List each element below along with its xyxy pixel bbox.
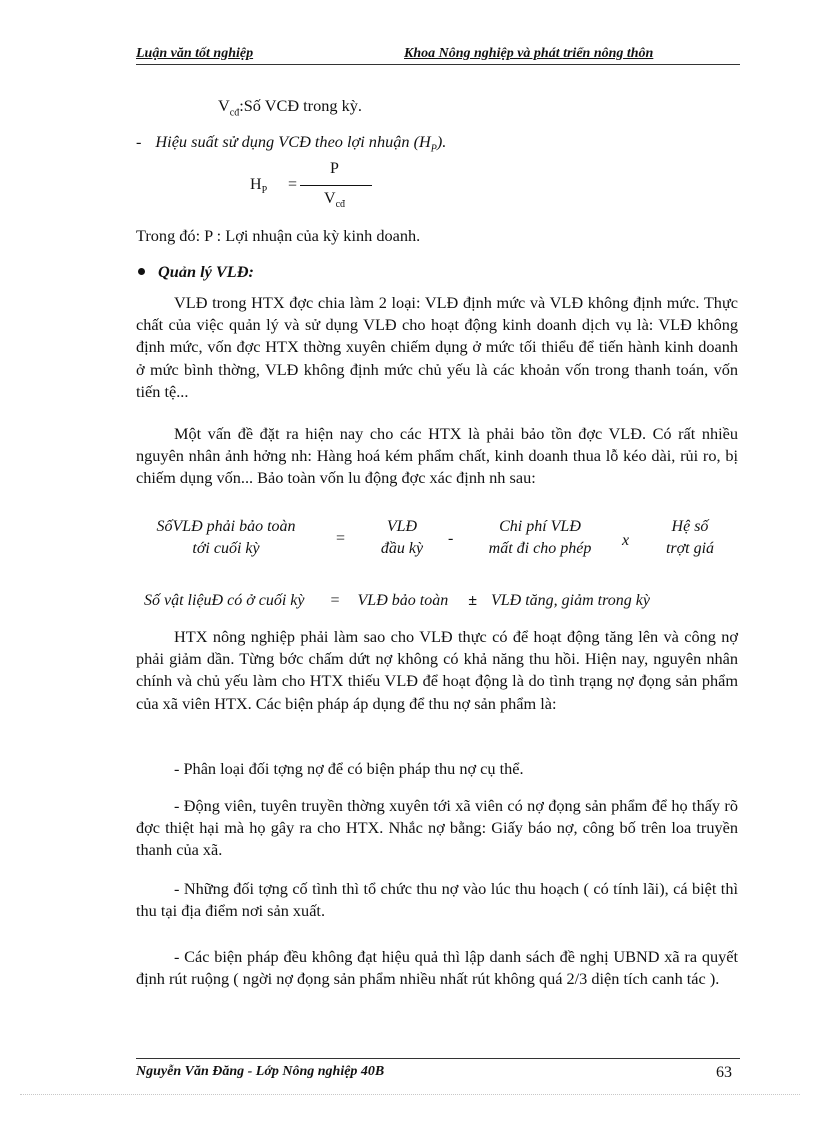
paragraph-vld-types: VLĐ trong HTX đợc chia làm 2 loại: VLĐ định mức và VLĐ không định mức. Thực chất của việc quản lý và sử dụng VLĐ cho hoạt động kinh doanh dịch vụ là: VLĐ không định mức, vốn đợc HTX thờng xuyên chiếm dụng ở mức tối thiểu để tiến hành kinh doanh ở mức bình thờng, VLĐ không định mức chủ yếu là các khoản vốn trong thanh toán, vốn tiến tệ... (136, 293, 738, 401)
formula-vld-preservation: SốVLĐ phải bảo toàn tới cuối kỳ = VLĐ đầu kỳ - Chi phí VLĐ mất đi cho phép x Hệ số trợt giá (156, 518, 715, 557)
list-item: - Động viên, tuyên truyền thờng xuyên tới xã viên có nợ đọng sản phẩm để họ thấy rõ đợc thiệt hại mà họ gây ra cho HTX. Nhắc nợ bằng: Giấy báo nợ, công bố trên loa truyền thanh của xã. (136, 796, 738, 860)
paragraph-debt-situation: HTX nông nghiệp phải làm sao cho VLĐ thực có để hoạt động tăng lên và công nợ phải giảm dần. Từng bớc chấm dứt nợ không có khả năng thu hồi. Hiện nay, nguyên nhân chính và chủ yếu làm cho HTX thiếu VLĐ để hoạt động là do tình trạng nợ đọng sản phẩm của xã viên HTX. Các biện pháp áp dụng để thu nợ sản phẩm là: (136, 627, 738, 713)
header-right: Khoa Nông nghiệp và phát triển nông thôn (404, 46, 654, 61)
footer-rule (136, 1058, 740, 1059)
bullet-icon (138, 268, 145, 275)
header-left: Luận văn tốt nghiệp (136, 46, 254, 61)
vcd-definition: $V_{cđ}:Số$ VCĐ trong kỳ. (218, 96, 362, 119)
formula-material-end: Số vật liệuĐ có ở cuối kỳ = VLĐ bảo toàn ± VLĐ tăng, giảm trong kỳ (144, 592, 650, 609)
footer-author: Nguyễn Văn Đăng - Lớp Nông nghiệp 40B (136, 1064, 385, 1079)
fraction-bar (300, 185, 372, 186)
list-item: - Các biện pháp đều không đạt hiệu quả thì lập danh sách đề nghị UBND xã ra quyết định rút ruộng ( ngời nợ đọng sản phẩm nhiều nhất rút không quá 2/3 diện tích canh tác ). (136, 947, 738, 989)
where-line: Trong đó: P : Lợi nhuận của kỳ kinh doanh. (136, 226, 421, 245)
list-item: - Những đối tợng cố tình thì tổ chức thu nợ vào lúc thu hoạch ( có tính lãi), cá biệt thì thu tại địa điểm nơi sản xuất. (136, 879, 738, 921)
header-rule (136, 64, 740, 65)
section-title: Quản lý VLĐ: (158, 262, 254, 281)
page-bottom-border (20, 1094, 800, 1095)
list-item: - Phân loại đối tợng nợ để có biện pháp thu nợ cụ thể. (174, 759, 524, 778)
paragraph-vld-preservation: Một vấn đề đặt ra hiện nay cho các HTX là phải bảo tồn đợc VLĐ. Có rất nhiều nguyên nhân ảnh hởng nh: Hàng hoá kém phẩm chất, kinh doanh thua lỗ kéo dài, rủi ro, bị chiếm dụng vốn... Bảo toàn vốn lu động đợc xác định nh sau: (136, 424, 738, 488)
hp-formula: $H_P$ = P $V_{cđ}$ (250, 160, 380, 216)
hp-heading: - Hiệu suất sử dụng VCĐ theo lợi nhuận $(H_P)$. (136, 132, 447, 155)
page-number: 63 (716, 1064, 732, 1081)
